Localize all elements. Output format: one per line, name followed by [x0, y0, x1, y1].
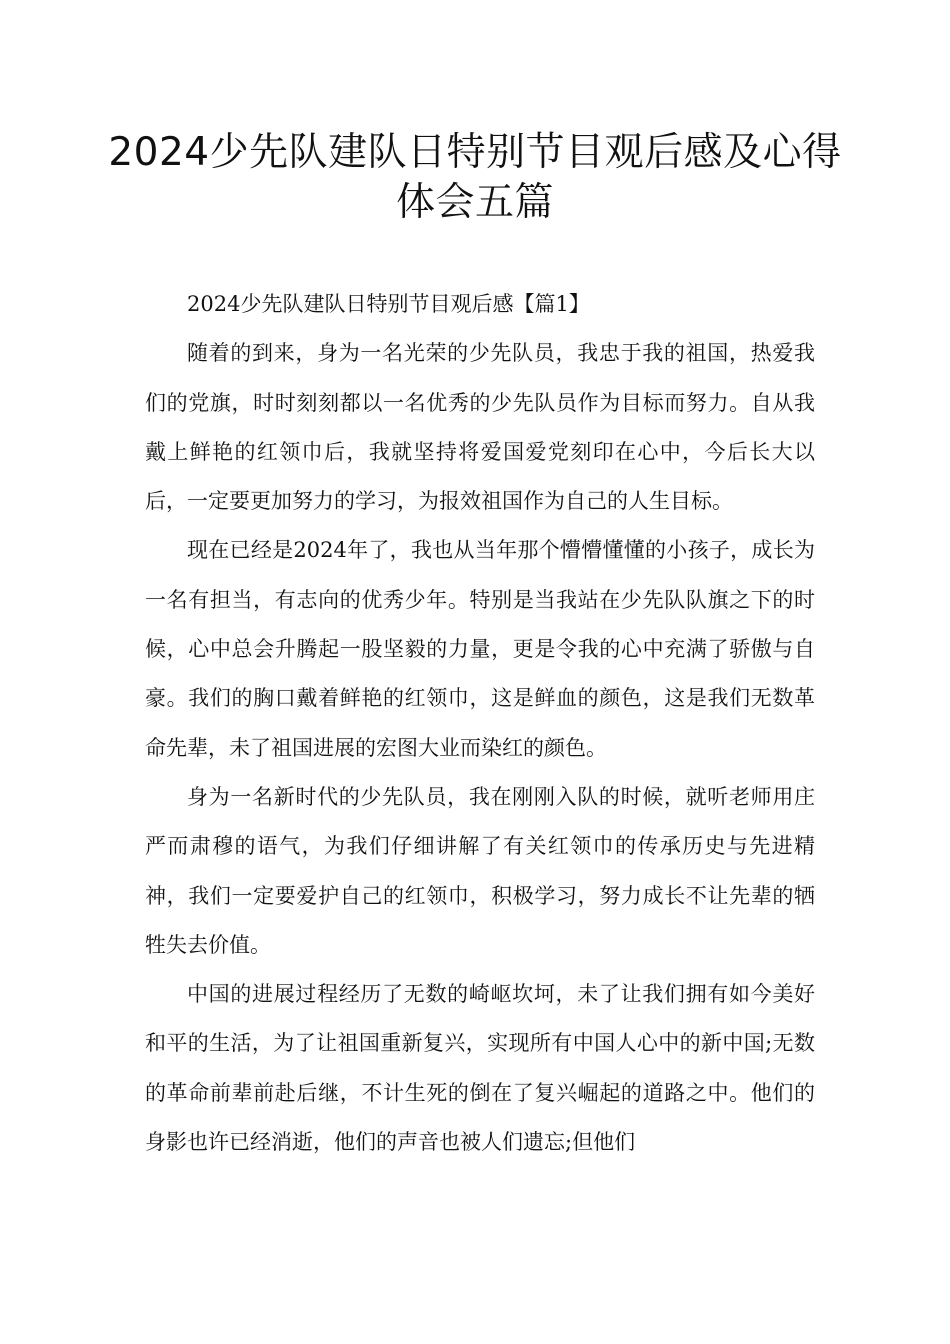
paragraph: 随着的到来，身为一名光荣的少先队员，我忠于我的祖国，热爱我们的党旗，时时刻刻都以一名优秀的少先队员作为目标而努力。自从我戴上鲜艳的红领巾后，我就坚持将爱国爱党刻印在心中，今后长大以后，一定要更加努力的学习，为报效祖国作为自己的人生目标。	[145, 341, 815, 514]
document-body	[145, 280, 815, 1167]
paragraph: 身为一名新时代的少先队员，我在刚刚入队的时候，就听老师用庄严而肃穆的语气，为我们仔细讲解了有关红领巾的传承历史与先进精神，我们一定要爱护自己的红领巾，积极学习，努力成长不让先辈的牺牲失去价值。	[145, 784, 815, 957]
section-heading: 2024少先队建队日特别节目观后感【篇1】	[187, 292, 590, 316]
paragraph: 中国的进展过程经历了无数的崎岖坎坷，未了让我们拥有如今美好和平的生活，为了让祖国重新复兴，实现所有中国人心中的新中国;无数的革命前辈前赴后继，不计生死的倒在了复兴崛起的道路之中。他们的身影也许已经消逝，他们的声音也被人们遗忘;但他们	[145, 982, 815, 1155]
paragraph: 现在已经是2024年了，我也从当年那个懵懵懂懂的小孩子，成长为一名有担当，有志向的优秀少年。特别是当我站在少先队队旗之下的时候，心中总会升腾起一股坚毅的力量，更是令我的心中充满了骄傲与自豪。我们的胸口戴着鲜艳的红领巾，这是鲜血的颜色，这是我们无数革命先辈，未了祖国进展的宏图大业而染红的颜色。	[145, 538, 815, 760]
document-title: 2024少先队建队日特别节目观后感及心得体会五篇	[108, 130, 842, 225]
